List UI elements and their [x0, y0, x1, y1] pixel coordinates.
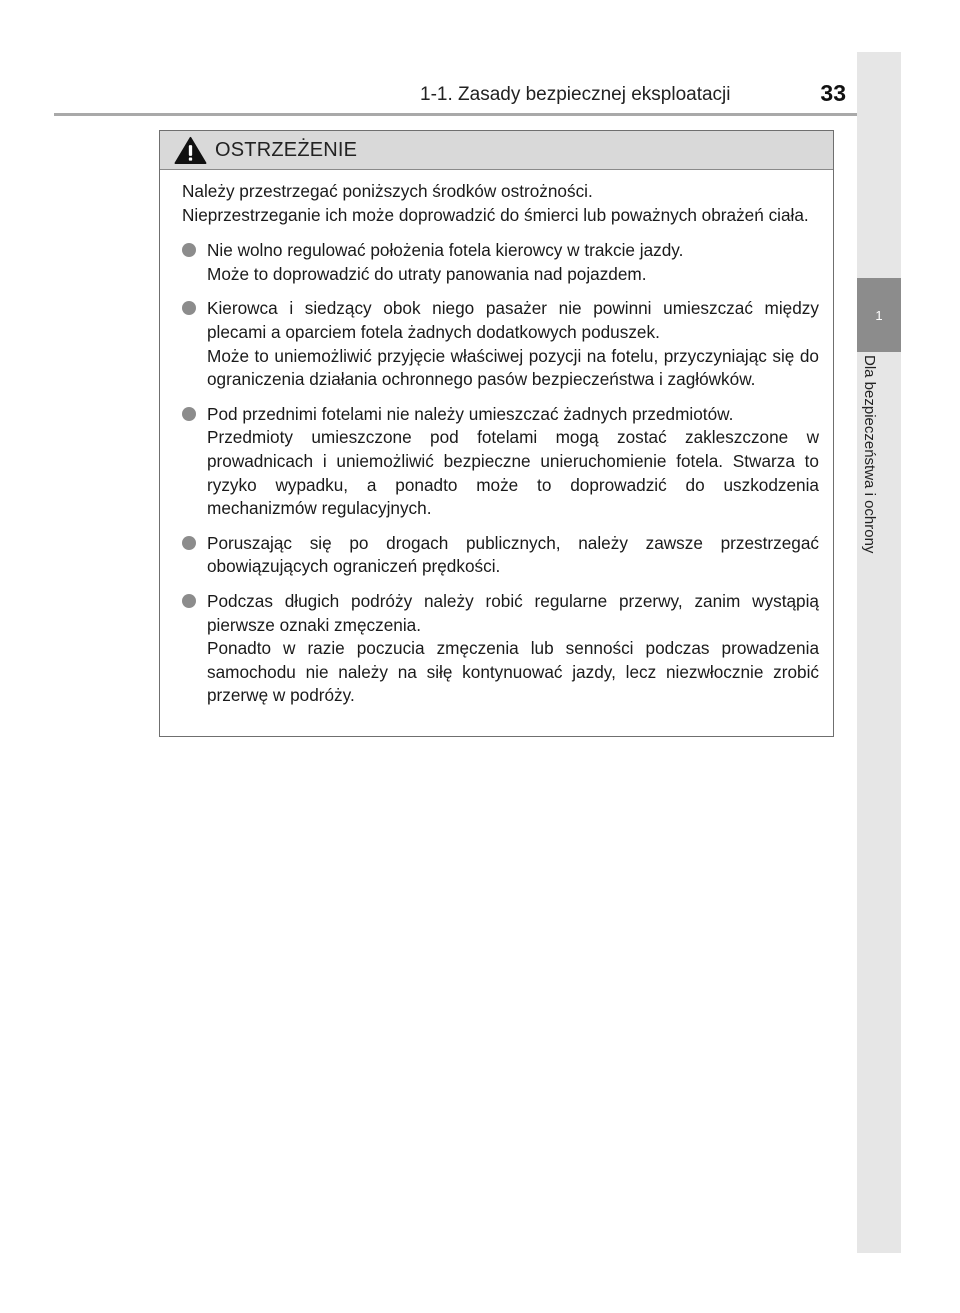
- bullet-text: Przedmioty umieszczone pod fotelami mogą zostać zakleszczone w prowadnicach i uniemożliwić bezpieczne unieruchomienie fotela. Stwarza to ryzyko wypadku, a ponadto może to doprowadzić do uszkodzenia mechanizmów regulacyjnych.: [207, 427, 819, 519]
- warning-intro: [182, 180, 819, 227]
- list-item: [182, 297, 819, 391]
- chapter-number-tab: 1: [857, 278, 901, 352]
- bullet-text: Nie wolno regulować położenia fotela kierowcy w trakcie jazdy.: [207, 240, 684, 261]
- bullet-icon: [182, 407, 196, 421]
- list-item: [182, 239, 819, 286]
- intro-line: Należy przestrzegać poniższych środków ostrożności.: [182, 181, 593, 201]
- bullet-text: Poruszając się po drogach publicznych, należy zawsze przestrzegać obowiązujących ograniczeń prędkości.: [207, 532, 819, 577]
- bullet-text: Podczas długich podróży należy robić regularne przerwy, zanim wystąpią pierwsze oznaki zmęczenia.: [207, 590, 819, 635]
- bullet-icon: [182, 301, 196, 315]
- warning-box: [159, 130, 834, 737]
- intro-line: Nieprzestrzeganie ich może doprowadzić do śmierci lub poważnych obrażeń ciała.: [182, 204, 809, 225]
- warning-header: [160, 131, 833, 170]
- chapter-title: Dla bezpieczeństwa i ochrony: [861, 355, 878, 554]
- bullet-text: Pod przednimi fotelami nie należy umieszczać żadnych przedmiotów.: [207, 403, 734, 424]
- bullet-icon: [182, 536, 196, 550]
- warning-body: [160, 170, 833, 708]
- bullet-icon: [182, 594, 196, 608]
- bullet-text: Kierowca i siedzący obok niego pasażer nie powinni umieszczać między plecami a oparciem fotela żadnych dodatkowych poduszek.: [207, 298, 819, 342]
- list-item: [182, 403, 819, 521]
- side-tab: [857, 52, 901, 1253]
- bullet-text: Może to doprowadzić do utraty panowania nad pojazdem.: [207, 263, 647, 284]
- list-item: [182, 532, 819, 579]
- bullet-text: Może to uniemożliwić przyjęcie właściwej pozycji na fotelu, przyczyniając się do ograniczenia działania ochronnego pasów bezpieczeństwa i zagłówków.: [207, 345, 819, 390]
- warning-title: OSTRZEŻENIE: [215, 138, 358, 161]
- header-divider: [54, 113, 900, 116]
- bullet-text: Ponadto w razie poczucia zmęczenia lub senności podczas prowadzenia samochodu nie należy na siłę kontynuować jazdy, lecz niezwłocznie zrobić przerwę w podróży.: [207, 638, 819, 706]
- bullet-icon: [182, 243, 196, 257]
- warning-triangle-icon: [174, 136, 207, 165]
- page-header-title: 1-1. Zasady bezpiecznej eksploatacji: [420, 84, 731, 105]
- page-number: 33: [820, 80, 846, 106]
- list-item: [182, 590, 819, 708]
